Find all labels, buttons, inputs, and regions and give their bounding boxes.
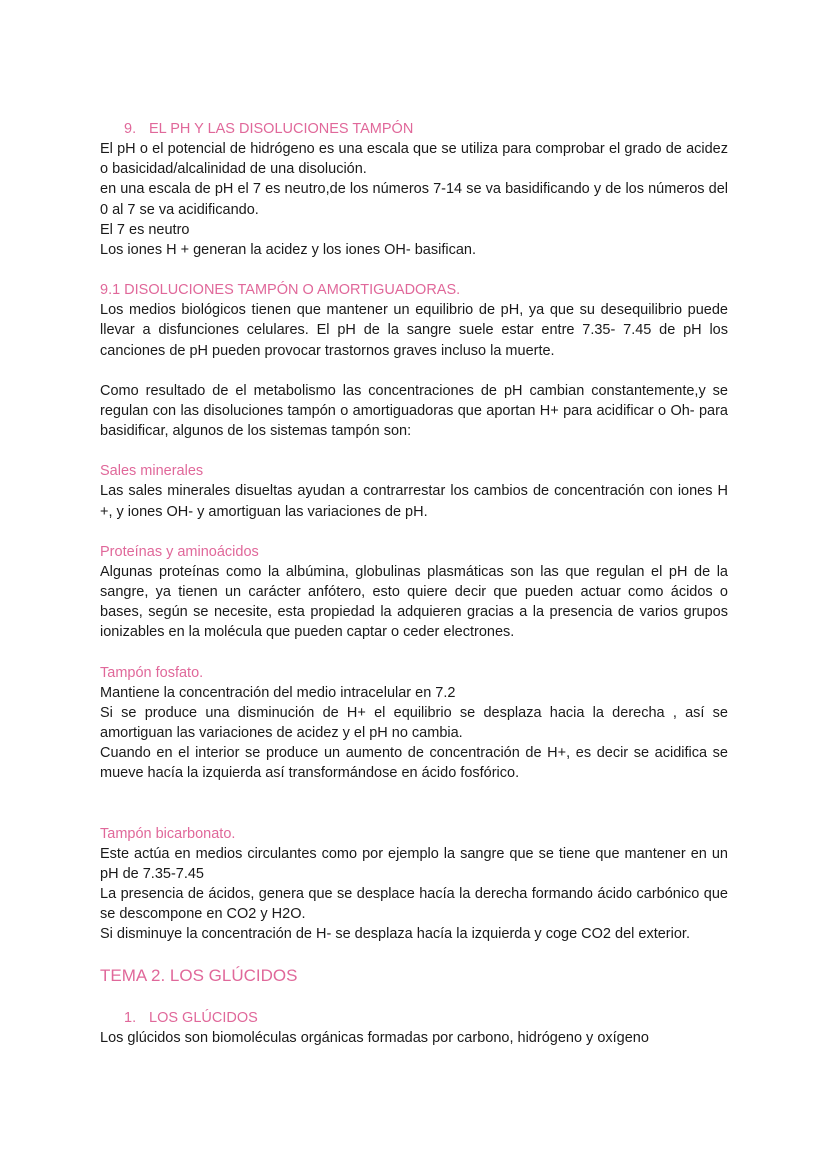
- paragraph-glucidos-definition: Los glúcidos son biomoléculas orgánicas formadas por carbono, hidrógeno y oxígeno: [100, 1029, 649, 1046]
- paragraph-fosfato-intracelular: Mantiene la concentración del medio intracelular en 7.2: [100, 684, 456, 701]
- heading-section-9: [100, 119, 728, 139]
- heading-los-glucidos: [100, 1008, 728, 1028]
- heading-tampon-bicarbonato: Tampón bicarbonato.: [100, 825, 236, 842]
- heading-sales-minerales: Sales minerales: [100, 463, 204, 480]
- paragraph-bicarbonato-disminuye: Si disminuye la concentración de H- se desplaza hacía la izquierda y coge CO2 del exterior.: [100, 926, 690, 943]
- paragraph-biological-media: Los medios biológicos tienen que mantener un equilibrio de pH, ya que su desequilibrio puede llevar a disfunciones celulares. El pH de la sangre suele estar entre 7.35- 7.45 de pH los canciones de pH pueden provocar trastornos graves incluso la muerte.: [100, 302, 728, 359]
- paragraph-ph-scale: en una escala de pH el 7 es neutro,de los números 7-14 se va basidificando y de los números del 0 al 7 se va acidificando.: [100, 181, 728, 218]
- heading-los-glucidos-title: LOS GLÚCIDOS: [149, 1009, 258, 1026]
- paragraph-ph-ions: Los iones H + generan la acidez y los iones OH- basifican.: [100, 242, 476, 259]
- paragraph-fosfato-aumento: Cuando en el interior se produce un aumento de concentración de H+, es decir se acidifica se mueve hacía la izquierda así transformándose en ácido fosfórico.: [100, 745, 728, 782]
- heading-tema-2: TEMA 2. LOS GLÚCIDOS: [100, 965, 298, 985]
- paragraph-metabolism: Como resultado de el metabolismo las concentraciones de pH cambian constantemente,y se regulan con las disoluciones tampón o amortiguadoras que aportan H+ para acidificar o Oh- para basidificar, algunos de los sistemas tampón son:: [100, 382, 728, 440]
- paragraph-proteinas: Algunas proteínas como la albúmina, globulinas plasmáticas son las que regulan el pH de la sangre, ya tienen un carácter anfótero, esto quiere decir que pueden actuar como ácidos o bases, según se necesite, esta propiedad la adquieren gracias a la presencia de varios grupos ionizables en la molécula que pueden captar o ceder electrones.: [100, 563, 728, 641]
- paragraph-ph-neutral: El 7 es neutro: [100, 221, 190, 238]
- heading-proteinas: Proteínas y aminoácidos: [100, 543, 259, 560]
- paragraph-sales-minerales: Las sales minerales disueltas ayudan a contrarrestar los cambios de concentración con iones H +, y iones OH- y amortiguan las variaciones de pH.: [100, 483, 728, 520]
- heading-tampon-fosfato: Tampón fosfato.: [100, 664, 204, 681]
- document-content: [100, 119, 728, 1048]
- heading-section-9-number: 9.: [124, 121, 137, 137]
- paragraph-ph-definition: El pH o el potencial de hidrógeno es una escala que se utiliza para comprobar el grado de acidez o basicidad/alcalinidad de una disolución.: [100, 141, 728, 178]
- paragraph-fosfato-disminucion: Si se produce una disminución de H+ el equilibrio se desplaza hacia la derecha , así se amortiguan las variaciones de acidez y el pH no cambia.: [100, 704, 728, 742]
- heading-section-9-1: 9.1 DISOLUCIONES TAMPÓN O AMORTIGUADORAS.: [100, 282, 461, 299]
- heading-los-glucidos-number: 1.: [124, 1009, 137, 1026]
- paragraph-bicarbonato-acidos: La presencia de ácidos, genera que se desplace hacía la derecha formando ácido carbónico que se descompone en CO2 y H2O.: [100, 886, 728, 923]
- heading-section-9-title: EL PH Y LAS DISOLUCIONES TAMPÓN: [149, 121, 414, 137]
- paragraph-bicarbonato-circulantes: Este actúa en medios circulantes como por ejemplo la sangre que se tiene que mantener en un pH de 7.35-7.45: [100, 845, 728, 882]
